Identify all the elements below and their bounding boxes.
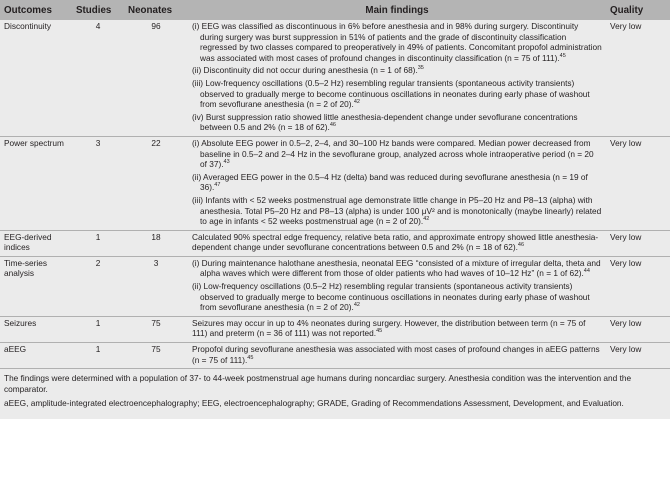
cell-quality: Very low bbox=[606, 343, 670, 369]
finding-body: (ii) Averaged EEG power in the 0.5–4 Hz (delta) band was reduced during sevoflurane anesthesia (n = 19 of 36). bbox=[192, 171, 588, 193]
cell-neonates: 18 bbox=[124, 230, 188, 256]
finding-body: Propofol during sevoflurane anesthesia was associated with most cases of profound changes in aEEG patterns (n = 75 of 111). bbox=[192, 344, 600, 365]
cell-neonates: 96 bbox=[151, 21, 161, 31]
finding-text bbox=[192, 65, 602, 76]
table-row bbox=[0, 20, 670, 136]
finding-body: (i) During maintenance halothane anesthesia, neonatal EEG “consisted of a mixture of irregular delta, theta and alpha waves which were different from those of older patients who had waves of 10–12 Hz” (n = 1 of 62). bbox=[192, 257, 601, 279]
reference-superscript: 35 bbox=[417, 65, 424, 72]
reference-superscript: 47 bbox=[214, 182, 221, 189]
finding-body: (iv) Burst suppression ratio showed little anesthesia-dependent change under sevoflurane concentrations between 0.5 and 2% (n = 18 of 62). bbox=[192, 111, 578, 133]
cell-main-findings bbox=[188, 316, 606, 342]
reference-superscript: 44 bbox=[583, 268, 590, 275]
cell-studies: 2 bbox=[72, 256, 124, 316]
header-quality: Quality bbox=[610, 4, 644, 16]
finding-body: Calculated 90% spectral edge frequency, relative beta ratio, and approximate entropy showed little anesthesia-dependent change under sevoflurane concentrations between 0.5 and 2% (n = 18 of 62). bbox=[192, 231, 599, 253]
header-neonates: Neonates bbox=[128, 4, 173, 16]
finding-text bbox=[192, 195, 602, 227]
reference-superscript: 46 bbox=[329, 122, 336, 129]
cell-quality: Very low bbox=[606, 136, 670, 230]
cell-main-findings bbox=[188, 343, 606, 369]
finding-body: (i) Absolute EEG power in 0.5–2, 2–4, and 30–100 Hz bands were compared. Median power decreased from baseline in 0.5–2 and 2–4 Hz in the sevoflurane group, analyzed across whole intraoperative period (n = 20 of 37). bbox=[192, 137, 594, 170]
cell-studies: 1 bbox=[72, 316, 124, 342]
footnote-population: The findings were determined with a population of 37- to 44-week postmenstrual age humans during noncardiac surgery. Anesthesia condition was the intervention and the comparator. bbox=[4, 373, 632, 394]
table-row bbox=[0, 256, 670, 316]
reference-superscript: 42 bbox=[423, 216, 430, 223]
cell-quality: Very low bbox=[606, 316, 670, 342]
table-row bbox=[0, 316, 670, 342]
cell-outcome: Seizures bbox=[0, 316, 72, 342]
header-studies: Studies bbox=[76, 4, 112, 16]
finding-text bbox=[192, 232, 602, 253]
cell-outcome: Time-series analysis bbox=[0, 256, 72, 316]
cell-outcome: aEEG bbox=[0, 343, 72, 369]
cell-main-findings bbox=[188, 136, 606, 230]
cell-studies: 3 bbox=[72, 136, 124, 230]
finding-body: (ii) Discontinuity did not occur during anesthesia (n = 1 of 68). bbox=[192, 65, 418, 76]
reference-superscript: 46 bbox=[517, 242, 525, 249]
finding-text bbox=[192, 344, 602, 365]
cell-quality: Very low bbox=[606, 230, 670, 256]
finding-body: (iii) Infants with < 52 weeks postmenstrual age demonstrate little change in P5–20 Hz and P8–13 (alpha) with anesthesia. Total P5–20 Hz and P8–13 (alpha) is under 100 μV² and is monotonically (maybe linearly) related to age in infants < 52 weeks postmenstrual age (n = 2 of 20). bbox=[192, 194, 602, 227]
reference-superscript: 42 bbox=[353, 99, 360, 106]
reference-superscript: 45 bbox=[247, 354, 254, 361]
reference-superscript: 45 bbox=[559, 53, 566, 60]
finding-text bbox=[192, 258, 602, 279]
cell-studies: 1 bbox=[72, 343, 124, 369]
cell-outcome: EEG-derived indices bbox=[0, 230, 72, 256]
cell-main-findings bbox=[188, 230, 606, 256]
table-body bbox=[0, 20, 670, 368]
finding-text bbox=[192, 21, 602, 63]
finding-body: (ii) Low-frequency oscillations (0.5–2 Hz) resembling regular transients (spontaneous activity transients) observed to gradually merge to become continuous oscillations in neonates during early phase of washout from sevoflurane anesthesia (n = 2 of 20). bbox=[192, 281, 590, 313]
finding-text bbox=[192, 318, 602, 339]
cell-neonates: 75 bbox=[124, 316, 188, 342]
cell-outcome: Power spectrum bbox=[0, 136, 72, 230]
cell-main-findings bbox=[188, 256, 606, 316]
finding-text bbox=[192, 78, 602, 110]
footnote-abbreviations: aEEG, amplitude-integrated electroencephalography; EEG, electroencephalography; GRADE, Grading of Recommendations Assessment, Development, and Evaluation. bbox=[4, 398, 624, 409]
cell-studies: 4 bbox=[95, 21, 101, 31]
finding-body: (i) EEG was classified as discontinuous in 6% before anesthesia and in 98% during surgery. Discontinuity during surgery was burst suppression in 51% of patients and the grade of discontinuity classification regressed by two classes compared to preoperatively in 49% of patients. Concomitant propofol administration was associated with most cases of profound changes in discontinuity classification (n = 75 of 111). bbox=[192, 21, 602, 63]
table-header-row bbox=[0, 0, 670, 20]
table-footnotes bbox=[0, 368, 670, 419]
header-outcomes: Outcomes bbox=[4, 4, 52, 16]
table-row bbox=[0, 136, 670, 230]
table-row bbox=[0, 343, 670, 369]
cell-main-findings bbox=[188, 20, 606, 136]
cell-quality: Very low bbox=[606, 256, 670, 316]
header-main-findings: Main findings bbox=[365, 4, 429, 16]
finding-text bbox=[192, 172, 602, 193]
finding-body: Seizures may occur in up to 4% neonates during surgery. However, the distribution between term (n = 75 of 111) and preterm (n = 36 of 111) was not reported. bbox=[192, 317, 586, 339]
finding-text bbox=[192, 112, 602, 133]
reference-superscript: 43 bbox=[223, 159, 230, 166]
cell-neonates: 22 bbox=[124, 136, 188, 230]
finding-text bbox=[192, 281, 602, 313]
cell-studies: 1 bbox=[72, 230, 124, 256]
cell-neonates: 75 bbox=[124, 343, 188, 369]
cell-quality: Very low bbox=[610, 21, 642, 31]
reference-superscript: 42 bbox=[353, 302, 360, 309]
table-row bbox=[0, 230, 670, 256]
finding-body: (iii) Low-frequency oscillations (0.5–2 Hz) resembling regular transients (spontaneous activity transients) observed to gradually merge to become continuous oscillations in neonates during early phase of washout from sevoflurane anesthesia (n = 2 of 20). bbox=[192, 77, 590, 110]
finding-text bbox=[192, 138, 602, 170]
reference-superscript: 45 bbox=[376, 328, 383, 335]
cell-neonates: 3 bbox=[124, 256, 188, 316]
cell-outcome: Discontinuity bbox=[4, 21, 52, 31]
